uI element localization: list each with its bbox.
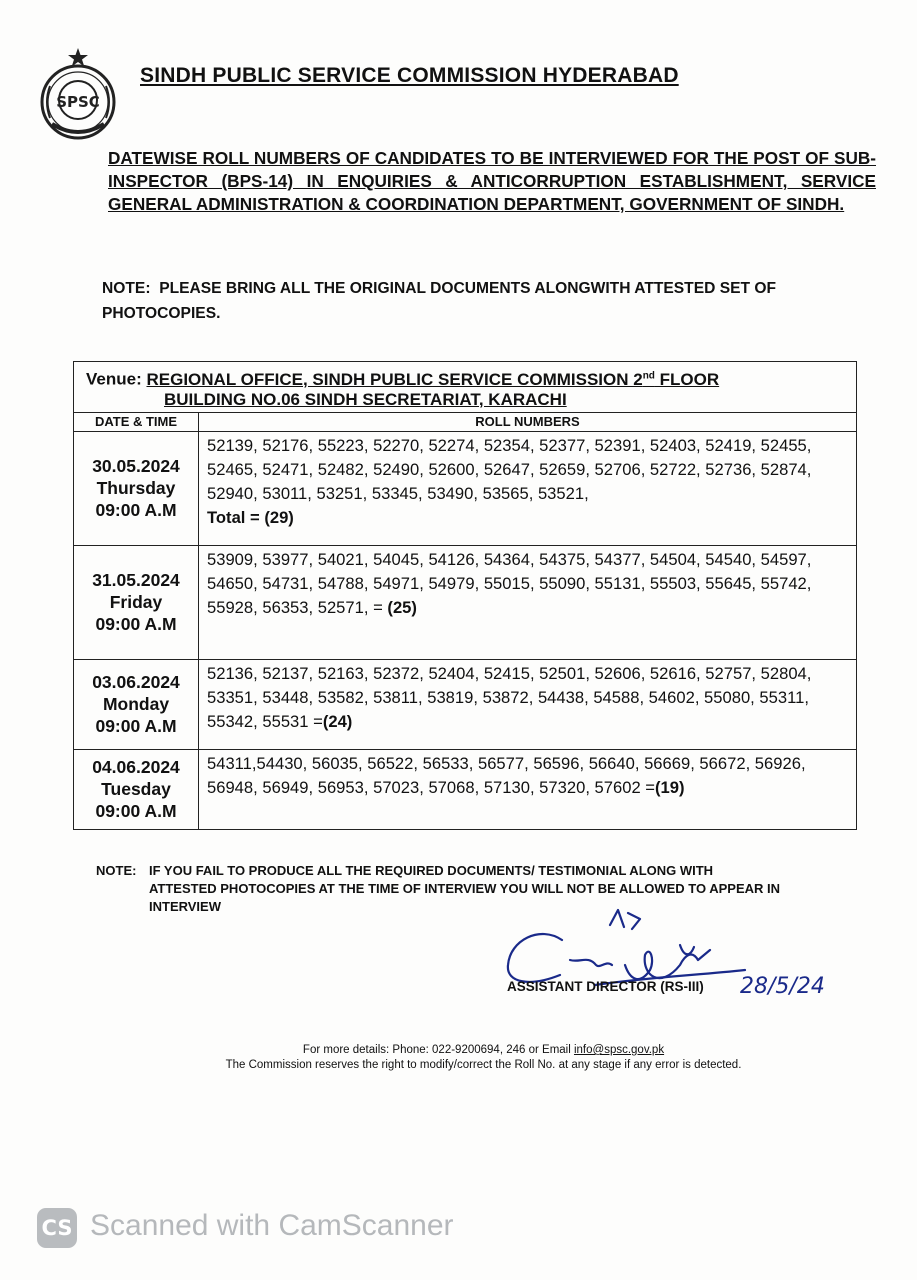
footer-email: info@spsc.gov.pk (573, 1044, 665, 1056)
table-row (74, 431, 857, 545)
note-top-label: NOTE: (102, 280, 151, 297)
table-row (74, 659, 857, 749)
note-bottom-line2: ATTESTED PHOTOCOPIES AT THE TIME OF INTERVIEW YOU WILL NOT BE ALLOWED TO APPEAR IN (149, 881, 781, 896)
venue-label: Venue: (86, 369, 142, 389)
roll-numbers-cell: 54311,54430, 56035, 56522, 56533, 56577, 56596, 56640, 56669, 56672, 56926, 56948, 56949, 56953, 57023, 57068, 57130, 57320, 57602 =(19) (199, 749, 857, 829)
table-row (74, 545, 857, 659)
note-top-text: PLEASE BRING ALL THE ORIGINAL DOCUMENTS ALONGWITH ATTESTED SET OF PHOTOCOPIES. (102, 280, 777, 322)
table-row (74, 749, 857, 829)
roll-numbers-cell: 52139, 52176, 55223, 52270, 52274, 52354, 52377, 52391, 52403, 52419, 52455, 52465, 52471, 52482, 52490, 52600, 52647, 52659, 52706, 52722, 52736, 52874, 52940, 53011, 53251, 53345, 53490, 53565, 53521, Total = (29) (199, 431, 857, 545)
svg-text:SPSC: SPSC (56, 93, 100, 111)
column-header-date: DATE & TIME (74, 412, 199, 431)
date-cell: 03.06.2024 Monday 09:00 A.M (74, 659, 199, 749)
commission-title: SINDH PUBLIC SERVICE COMMISSION HYDERABAD (140, 64, 679, 87)
row-total: Total = (29) (207, 507, 294, 527)
footer-disclaimer: The Commission reserves the right to modify/correct the Roll No. at any stage if any error is detected. (225, 1059, 742, 1071)
note-bottom-line3: INTERVIEW (149, 899, 221, 914)
row-total: (24) (322, 711, 353, 731)
column-header-roll: ROLL NUMBERS (199, 412, 857, 431)
camscanner-icon: CS (37, 1208, 77, 1248)
notice-subject: DATEWISE ROLL NUMBERS OF CANDIDATES TO BE INTERVIEWED FOR THE POST OF SUB-INSPECTOR (BPS-14) IN ENQUIRIES & ANTICORRUPTION ESTABLISHMENT, SERVICE GENERAL ADMINISTRATION & COORDINATION DEPARTMENT, GOVERNMENT OF SINDH. (108, 148, 876, 214)
note-bottom-label: NOTE: (96, 863, 137, 878)
handwritten-signature (500, 905, 860, 1015)
roll-numbers-cell: 53909, 53977, 54021, 54045, 54126, 54364, 54375, 54377, 54504, 54540, 54597, 54650, 54731, 54788, 54971, 54979, 55015, 55090, 55131, 55503, 55645, 55742, 55928, 56353, 52571, = (25) (199, 545, 857, 659)
date-cell: 04.06.2024 Tuesday 09:00 A.M (74, 749, 199, 829)
row-total: (19) (655, 777, 685, 797)
interview-schedule-table (73, 361, 857, 830)
spsc-seal-logo (30, 46, 126, 142)
row-total: (25) (387, 597, 417, 617)
venue-cell (74, 362, 857, 413)
footer-contact: For more details: Phone: 022-9200694, 246 or Email info@spsc.gov.pk (302, 1044, 665, 1056)
signature-date: 28/5/24 (740, 974, 825, 999)
signatory-designation: ASSISTANT DIRECTOR (RS-III) (507, 979, 704, 994)
camscanner-watermark: Scanned with CamScanner (90, 1209, 454, 1242)
note-bottom-line1: IF YOU FAIL TO PRODUCE ALL THE REQUIRED DOCUMENTS/ TESTIMONIAL ALONG WITH (149, 863, 714, 878)
note-top (102, 276, 882, 326)
date-cell: 31.05.2024 Friday 09:00 A.M (74, 545, 199, 659)
venue-line2: BUILDING NO.06 SINDH SECRETARIAT, KARACHI (164, 389, 567, 409)
date-cell: 30.05.2024 Thursday 09:00 A.M (74, 431, 199, 545)
roll-numbers-cell: 52136, 52137, 52163, 52372, 52404, 52415, 52501, 52606, 52616, 52757, 52804, 53351, 53448, 53582, 53811, 53819, 53872, 54438, 54588, 54602, 55080, 55311, 55342, 55531 =(24) (199, 659, 857, 749)
venue-line1: REGIONAL OFFICE, SINDH PUBLIC SERVICE COMMISSION 2nd FLOOR (146, 369, 720, 389)
